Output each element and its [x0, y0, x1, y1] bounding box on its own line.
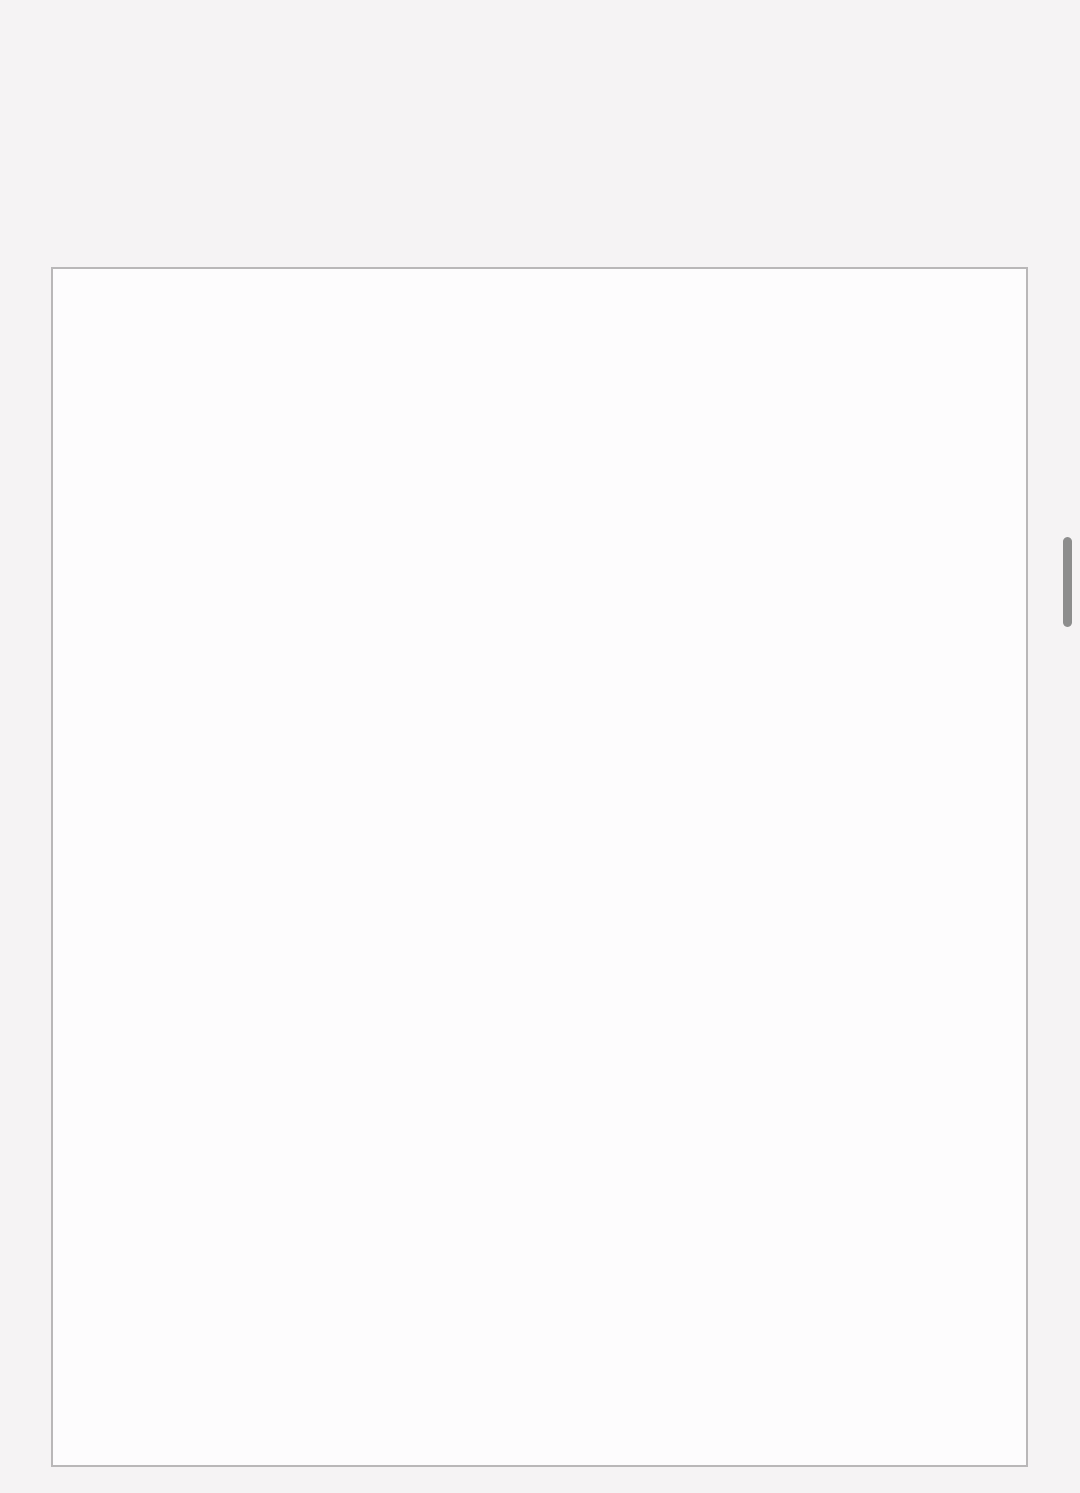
vacation-summary: [0, 0, 1080, 14]
scrollbar-thumb[interactable]: [1063, 537, 1072, 627]
signature-block: [609, 1450, 989, 1455]
calendar-card: [51, 267, 1028, 1467]
